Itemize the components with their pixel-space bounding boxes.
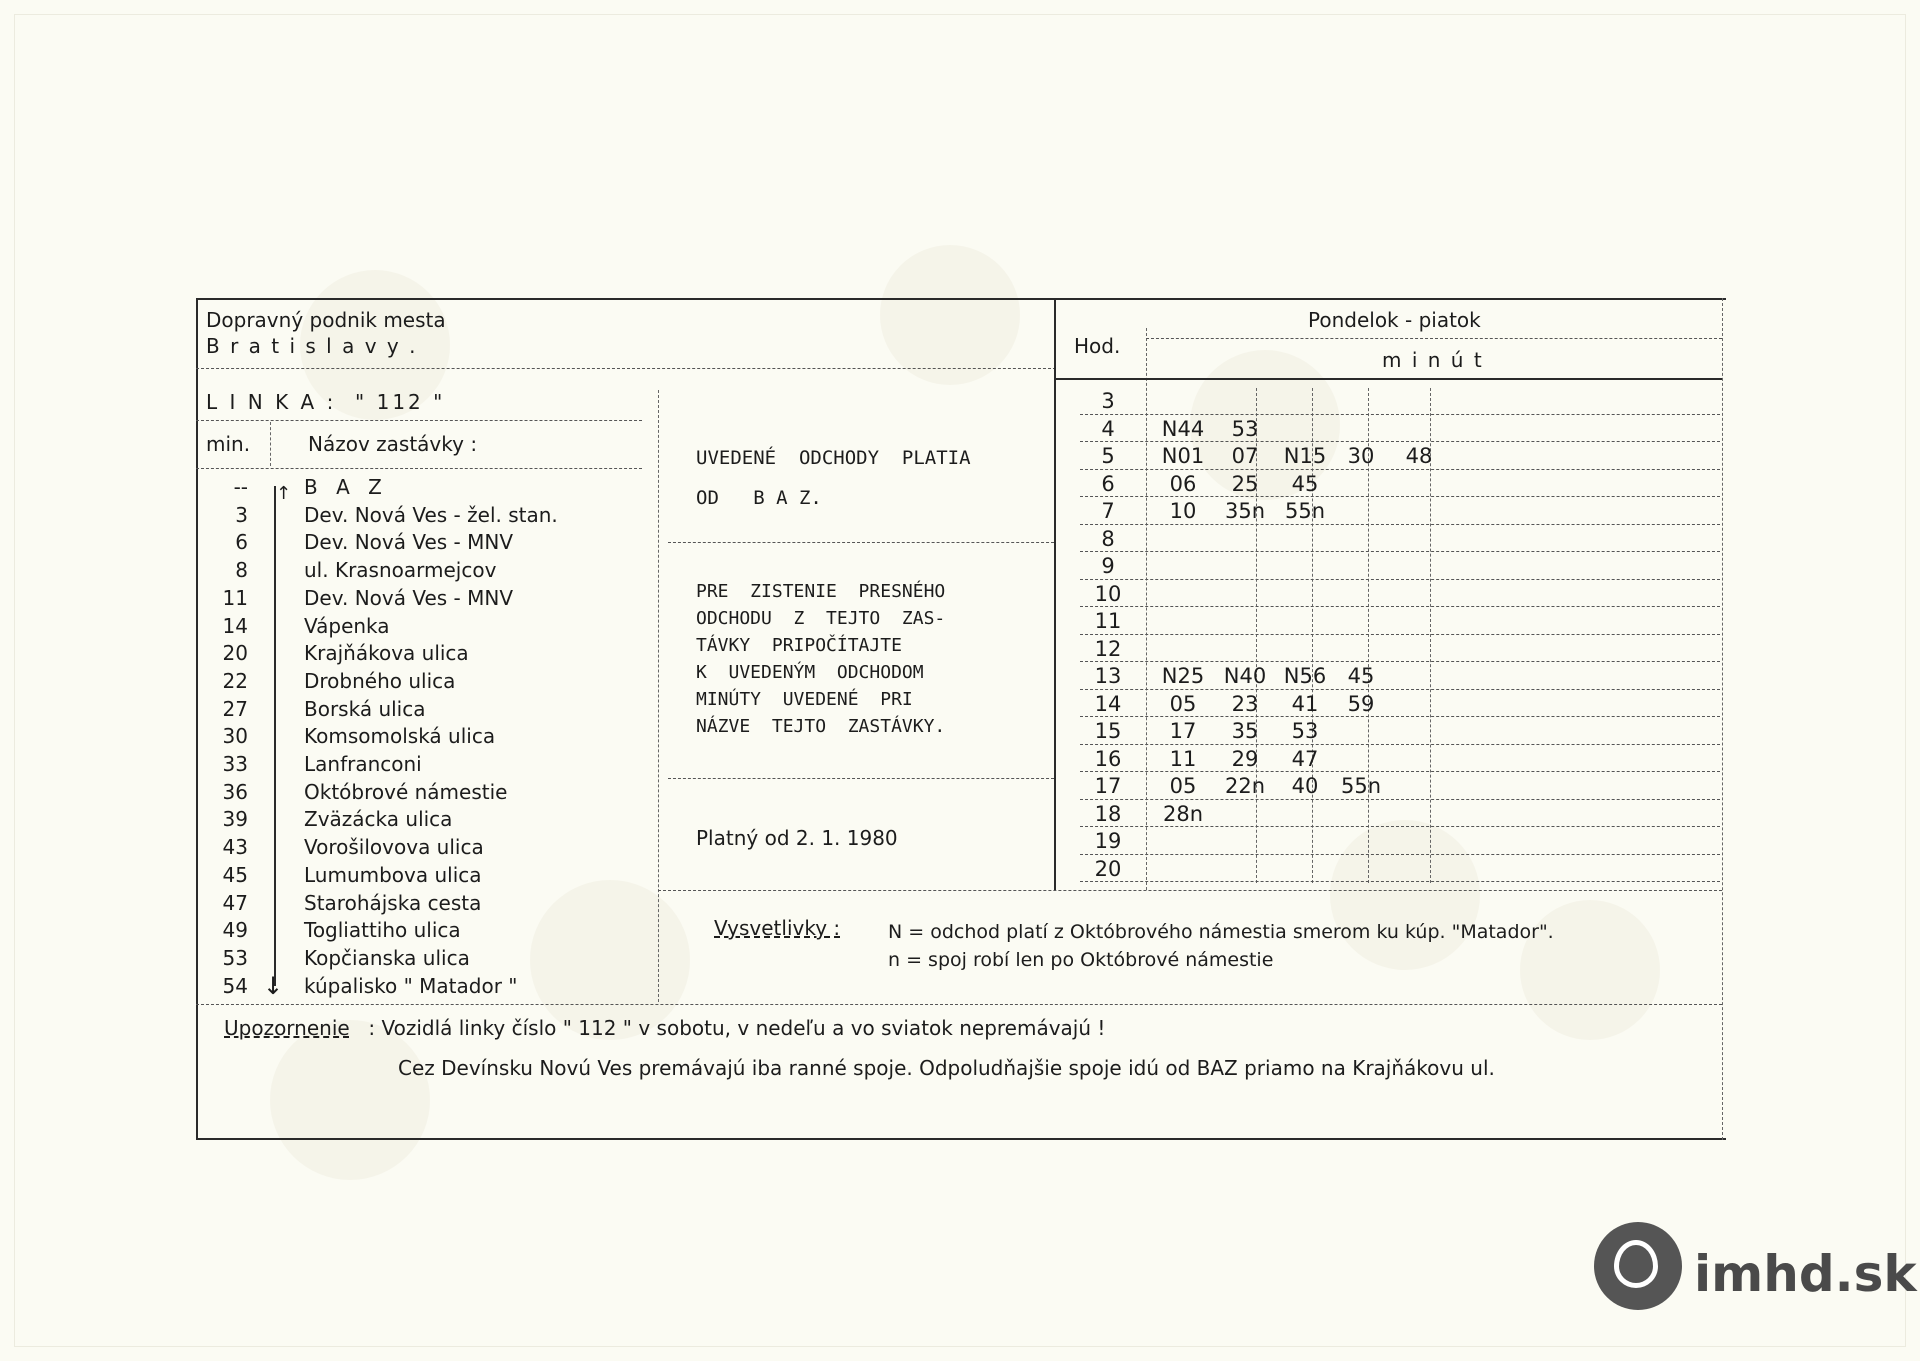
timetable-sheet [196, 298, 1726, 1140]
departure-minute: 45 [1291, 471, 1319, 496]
departure-minute: 06 [1169, 471, 1197, 496]
stop-name: Vápenka [304, 613, 390, 638]
stop-name: kúpalisko " Matador " [304, 973, 518, 998]
hour-cell: 7 [1101, 499, 1115, 523]
hour-row-separator [1080, 579, 1720, 580]
hour-row-separator [1080, 551, 1720, 552]
departure-minute: 40 [1291, 774, 1319, 798]
footer-notice-line-2: Cez Devínsku Novú Ves premávajú iba ranné spoje. Odpoludňajšie spoje idú od BAZ priamo na Krajňákovu ul. [398, 1056, 1495, 1080]
departure-minute: 47 [1291, 746, 1319, 771]
departure-minute: N56 [1283, 664, 1327, 688]
column-header-stop-name: Názov zastávky : [308, 432, 478, 456]
departure-minute: 05 [1169, 774, 1197, 798]
hour-column-header: Hod. [1074, 334, 1121, 358]
stop-name: Zväzácka ulica [304, 807, 453, 832]
stop-name: Krajňákova ulica [304, 641, 469, 666]
frame-top [196, 298, 1726, 300]
footer-notice-line-1: : Vozidlá linky číslo " 112 " v sobotu, v nedeľu a vo sviatok nepremávajú ! [362, 1016, 1106, 1040]
day-header-separator [1146, 338, 1722, 339]
departure-minute: 48 [1405, 444, 1433, 468]
stop-minutes: 47 [222, 890, 248, 915]
header-separator [196, 368, 1056, 369]
legend-top-separator [658, 890, 1722, 891]
stop-name: Dev. Nová Ves - MNV [304, 585, 514, 610]
departure-minute: 22n [1224, 774, 1266, 798]
departure-minute: 28n [1162, 801, 1204, 826]
stop-name: Starohájska cesta [304, 890, 482, 915]
stop-name: Októbrové námestie [304, 779, 508, 804]
hour-cell: 18 [1094, 801, 1122, 826]
hour-row-separator [1080, 881, 1720, 882]
departure-minute: N40 [1223, 664, 1267, 688]
stop-minutes: 39 [222, 807, 248, 832]
stop-name: Lumumbova ulica [304, 862, 482, 887]
hour-row-separator [1080, 634, 1720, 635]
notice-line: TÁVKY PRIPOČÍTAJTE [696, 635, 902, 656]
hour-cell: 3 [1101, 389, 1115, 413]
departure-minute: N25 [1161, 664, 1205, 688]
departure-minute: 59 [1347, 691, 1375, 716]
stop-minutes: 6 [235, 530, 248, 555]
departure-minute: 05 [1169, 691, 1197, 716]
timetable-header-bottom [1054, 378, 1722, 380]
departure-minute: 25 [1231, 471, 1259, 496]
notice-departures-line-1: UVEDENÉ ODCHODY PLATIA [696, 447, 971, 469]
departure-minute: 23 [1231, 691, 1259, 716]
hour-cell: 12 [1094, 636, 1122, 661]
stop-minutes: 45 [222, 862, 248, 887]
stop-minutes: 43 [222, 835, 248, 860]
departure-minute: N15 [1283, 444, 1327, 468]
stop-minutes: 53 [222, 945, 248, 970]
hour-cell: 17 [1094, 774, 1122, 798]
stop-name: ul. Krasnoarmejcov [304, 558, 497, 583]
departure-minute: 07 [1231, 444, 1259, 468]
logo-text: imhd.sk [1694, 1245, 1917, 1303]
hour-cell: 4 [1101, 416, 1115, 441]
notice-line: NÁZVE TEJTO ZASTÁVKY. [696, 716, 946, 737]
bus-pin-icon [1594, 1222, 1682, 1310]
stop-name: Komsomolská ulica [304, 724, 496, 749]
stop-minutes: 54 [222, 973, 248, 998]
line-number: L I N K A : " 112 " [206, 390, 446, 414]
column-header-min: min. [206, 432, 251, 456]
departure-minute: 35n [1224, 499, 1266, 523]
company-line-1: Dopravný podnik mesta [206, 308, 446, 332]
stop-minutes: 8 [235, 558, 248, 583]
departure-minute: N44 [1161, 416, 1205, 441]
stop-minutes: 49 [222, 918, 248, 943]
stop-name: Kopčianska ulica [304, 945, 470, 970]
departure-minute: 29 [1231, 746, 1259, 771]
departure-minute: 55n [1284, 499, 1326, 523]
stop-name: Dev. Nová Ves - žel. stan. [304, 502, 558, 527]
stop-name: Vorošilovova ulica [304, 835, 484, 860]
departure-minute: 17 [1169, 719, 1197, 743]
stop-name: Dev. Nová Ves - MNV [304, 530, 514, 555]
stop-minutes: 20 [222, 641, 248, 666]
notice-line: K UVEDENÝM ODCHODOM [696, 662, 924, 683]
stop-name: Togliattiho ulica [304, 918, 461, 943]
legend-label: Vysvetlivky : [714, 916, 841, 940]
stop-minutes: 36 [222, 779, 248, 804]
hour-cell: 16 [1094, 746, 1122, 771]
notice-line: PRE ZISTENIE PRESNÉHO [696, 581, 946, 602]
hour-cell: 20 [1094, 856, 1122, 881]
departure-minute: 35 [1231, 719, 1259, 743]
departure-minute: 53 [1231, 416, 1259, 441]
hour-row-separator [1080, 661, 1720, 662]
direction-arrow-up-icon: ↑ [276, 483, 292, 504]
departure-minute: 10 [1169, 499, 1197, 523]
hour-row-separator [1080, 606, 1720, 607]
hour-cell: 14 [1094, 691, 1122, 716]
day-type-header: Pondelok - piatok [1308, 308, 1481, 332]
notice-line: MINÚTY UVEDENÉ PRI [696, 689, 913, 710]
stop-minutes: 27 [222, 696, 248, 721]
departure-minute: 11 [1169, 746, 1197, 771]
stop-minutes: 33 [222, 752, 248, 776]
stop-minutes: 11 [222, 585, 248, 610]
minutes-header: m i n ú t [1382, 348, 1484, 372]
hour-cell: 9 [1101, 554, 1115, 578]
legend-line-1: N = odchod platí z Októbrového námestia smerom ku kúp. "Matador". [888, 921, 1554, 943]
valid-from: Platný od 2. 1. 1980 [696, 826, 898, 850]
legend-line-2: n = spoj robí len po Októbrové námestie [888, 949, 1274, 971]
hour-cell: 5 [1101, 444, 1115, 468]
footer-notice-label: Upozornenie [224, 1016, 350, 1040]
timetable-grid [196, 388, 1726, 888]
stop-minutes: 14 [222, 613, 248, 638]
departure-minute: 30 [1347, 444, 1375, 468]
hour-row-separator [1080, 414, 1720, 415]
imhd-logo [1594, 1232, 1917, 1303]
hour-cell: 15 [1094, 719, 1122, 743]
departure-minute: 41 [1291, 691, 1319, 716]
stop-name: Drobného ulica [304, 668, 456, 693]
hour-cell: 11 [1094, 609, 1122, 633]
stop-minutes: -- [233, 475, 248, 499]
hour-cell: 10 [1094, 581, 1122, 606]
stop-name: B A Z [304, 475, 388, 499]
stop-minutes: 30 [222, 724, 248, 749]
hour-cell: 6 [1101, 471, 1115, 496]
hour-cell: 8 [1101, 526, 1115, 551]
hour-row-separator [1080, 854, 1720, 855]
notice-departures-line-2: OD B A Z. [696, 487, 822, 509]
stop-minutes: 22 [222, 668, 248, 693]
stop-minutes: 3 [235, 502, 248, 527]
departure-minute: N01 [1161, 444, 1205, 468]
departure-minute: 55n [1340, 774, 1382, 798]
frame-bottom [196, 1138, 1726, 1140]
footer-separator [196, 1004, 1722, 1005]
stop-name: Borská ulica [304, 696, 426, 721]
direction-arrow-icon: ↓ [263, 972, 284, 1000]
departure-minute: 53 [1291, 719, 1319, 743]
stop-name: Lanfranconi [304, 752, 422, 776]
notice-line: ODCHODU Z TEJTO ZAS- [696, 608, 946, 629]
departure-minute: 45 [1347, 664, 1375, 688]
hour-cell: 13 [1094, 664, 1122, 688]
company-line-2: B r a t i s l a v y . [206, 334, 418, 358]
hour-cell: 19 [1094, 829, 1122, 853]
